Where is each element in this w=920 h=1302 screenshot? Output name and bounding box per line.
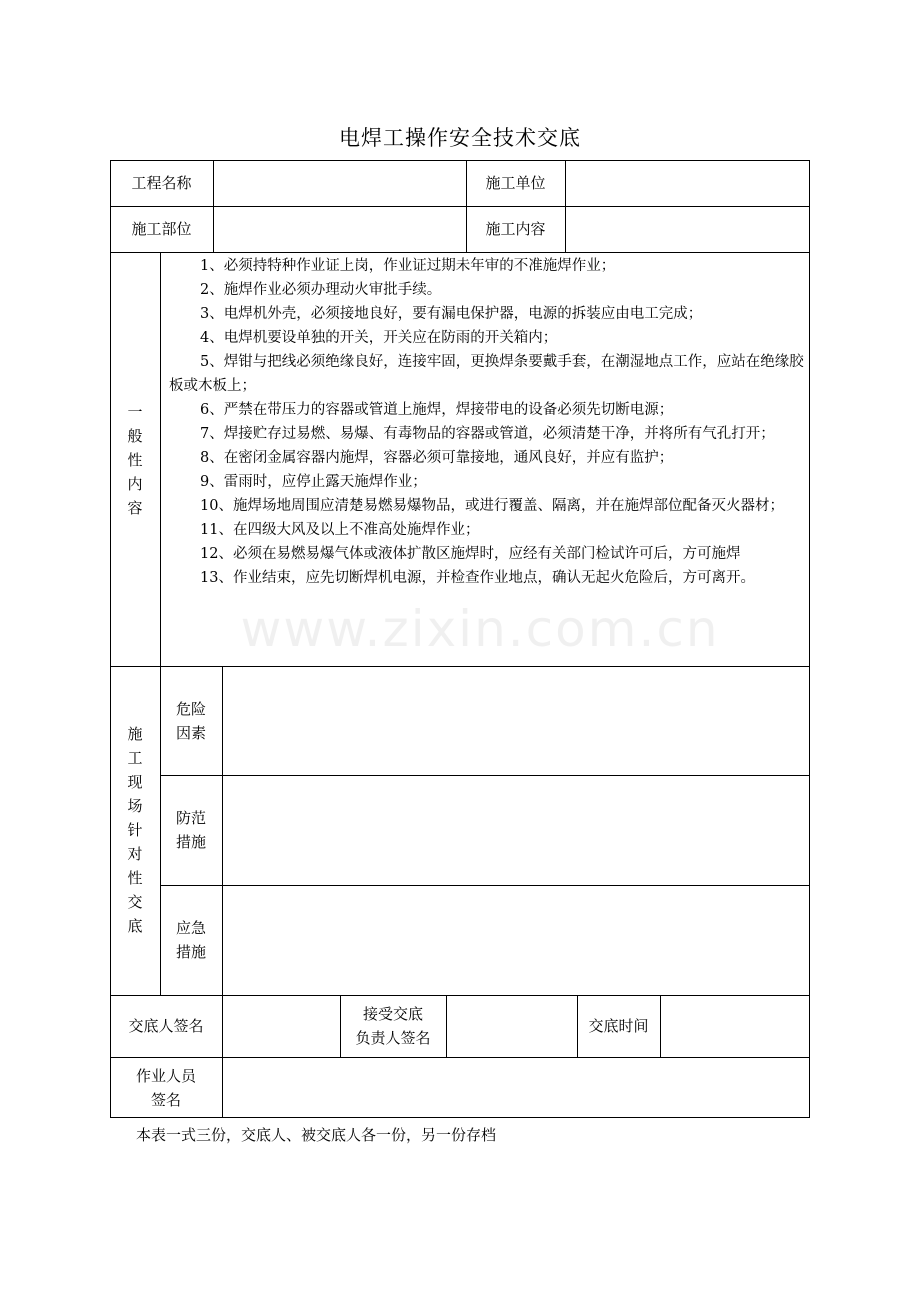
construction-part-label: 施工部位: [131, 220, 192, 238]
general-item: 2、施焊作业必须办理动火审批手续。: [200, 282, 442, 298]
workers-label-line1: 作业人员: [135, 1066, 196, 1085]
site-briefing-label: 施工现场针对性交底: [127, 725, 143, 935]
general-items-list: [169, 254, 805, 590]
prevention-label: [160, 775, 222, 885]
receiver-signature-label: [340, 995, 446, 1057]
footer-note: 本表一式三份，交底人、被交底人各一份，另一份存档: [136, 1126, 497, 1144]
general-item: 13、作业结束，应先切断焊机电源，并检查作业地点，确认无起火危险后，方可离开。: [200, 570, 755, 586]
general-item: 9、雷雨时，应停止露天施焊作业；: [200, 474, 427, 490]
general-item: 8、在密闭金属容器内施焊，容器必须可靠接地，通风良好，并应有监护；: [200, 450, 674, 466]
document-title: 电焊工操作安全技术交底: [339, 126, 581, 150]
general-item: 1、必须持特种作业证上岗，作业证过期未年审的不准施焊作业；: [200, 258, 616, 274]
workers-signature-field[interactable]: [223, 1058, 810, 1118]
hazards-label: [160, 666, 222, 775]
row-line: [110, 252, 810, 253]
watermark: www.zixin.com.cn: [240, 600, 720, 658]
emergency-label-text: 应急措施: [175, 919, 206, 961]
general-item: 11、在四级大风及以上不准高处施焊作业；: [200, 522, 480, 538]
presenter-signature-label: 交底人签名: [128, 1017, 204, 1035]
prevention-field[interactable]: [223, 776, 810, 885]
construction-content-label: 施工内容: [485, 220, 546, 238]
construction-part-field[interactable]: [214, 206, 466, 252]
emergency-field[interactable]: [223, 886, 810, 995]
general-item: 10、施焊场地周围应清楚易燃易爆物品，或进行覆盖、隔离，并在施焊部位配备灭火器材；: [200, 498, 784, 514]
construction-unit-field[interactable]: [566, 160, 810, 206]
prevention-label-text: 防范措施: [175, 809, 206, 851]
general-item: 6、严禁在带压力的容器或管道上施焊，焊接带电的设备必须先切断电源；: [200, 402, 674, 418]
workers-label-line2: 签名: [150, 1090, 181, 1109]
workers-signature-label: [110, 1057, 222, 1118]
emergency-label: [160, 885, 222, 995]
general-item: 5、焊钳与把线必须绝缘良好，连接牢固，更换焊条要戴手套，在潮湿地点工作，应站在绝缘胶板或木板上；: [169, 354, 804, 394]
general-item: 7、焊接贮存过易燃、易爆、有毒物品的容器或管道，必须清楚干净，并将所有气孔打开；: [200, 426, 775, 442]
general-item: 4、电焊机要设单独的开关，开关应在防雨的开关箱内；: [200, 330, 558, 346]
presenter-signature-field[interactable]: [223, 996, 340, 1057]
receiver-label-line2: 负责人签名: [355, 1029, 431, 1047]
hazards-label-text: 危险因素: [175, 699, 206, 742]
hazards-field[interactable]: [223, 667, 810, 775]
receiver-label-line1: 接受交底: [362, 1005, 423, 1023]
project-name-label: 工程名称: [131, 174, 192, 192]
general-item: 3、电焊机外壳，必须接地良好，要有漏电保护器，电源的拆装应由电工完成；: [200, 306, 703, 322]
receiver-signature-field[interactable]: [447, 996, 577, 1057]
general-item: 12、必须在易燃易爆气体或液体扩散区施焊时，应经有关部门检试许可后，方可施焊: [200, 546, 741, 562]
project-name-field[interactable]: [214, 160, 466, 206]
briefing-time-label: 交底时间: [588, 1017, 649, 1035]
general-content-label: 一般性内容: [127, 403, 143, 517]
construction-content-field[interactable]: [566, 206, 810, 252]
briefing-time-field[interactable]: [661, 996, 810, 1057]
construction-unit-label: 施工单位: [485, 174, 546, 192]
